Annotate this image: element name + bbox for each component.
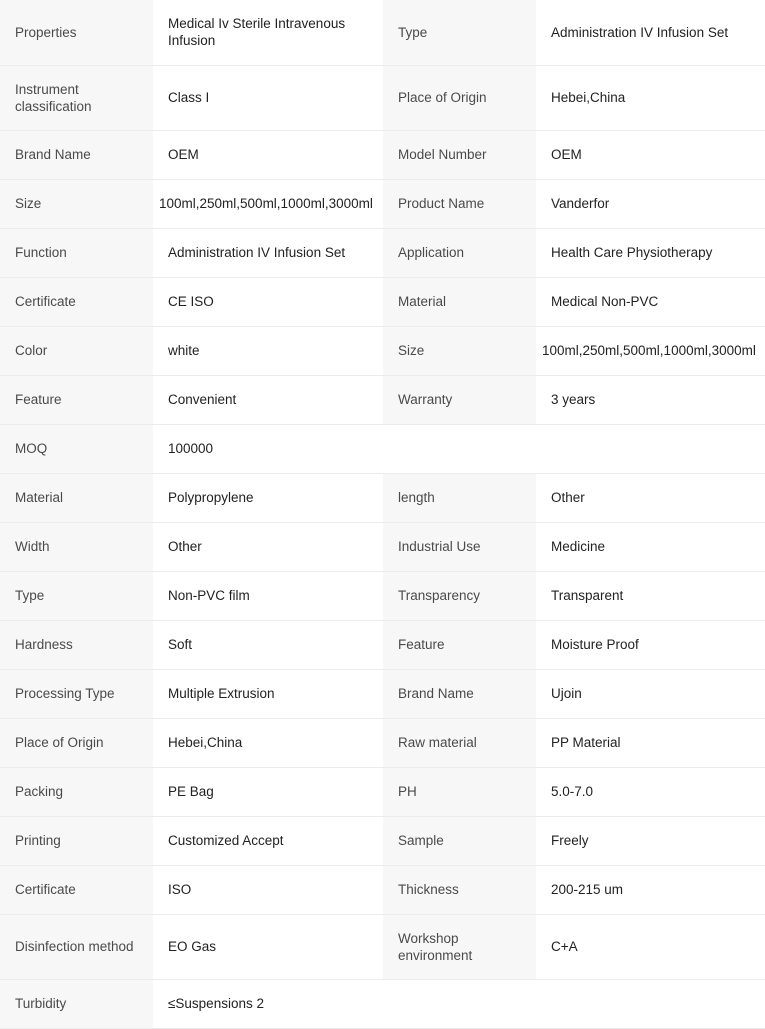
spec-value: Medical Iv Sterile Intravenous Infusion	[153, 0, 383, 65]
spec-value: Hebei,China	[153, 718, 383, 767]
spec-label: Type	[383, 0, 536, 65]
spec-value: 5.0-7.0	[536, 767, 765, 816]
spec-value: Customized Accept	[153, 816, 383, 865]
spec-value: white	[153, 326, 383, 375]
spec-label: Industrial Use	[383, 522, 536, 571]
spec-row	[0, 277, 765, 326]
spec-value: Administration IV Infusion Set	[153, 228, 383, 277]
spec-value: Convenient	[153, 375, 383, 424]
spec-label: Packing	[0, 767, 153, 816]
spec-value: Health Care Physiotherapy	[536, 228, 765, 277]
spec-value: Freely	[536, 816, 765, 865]
spec-label: Brand Name	[0, 130, 153, 179]
spec-row	[0, 522, 765, 571]
spec-value: PE Bag	[153, 767, 383, 816]
spec-row	[0, 865, 765, 914]
spec-label: Place of Origin	[0, 718, 153, 767]
spec-label: Product Name	[383, 179, 536, 228]
spec-row	[0, 767, 765, 816]
spec-value: Soft	[153, 620, 383, 669]
spec-value: ≤Suspensions 2	[153, 979, 383, 1028]
spec-label: Size	[383, 326, 536, 375]
empty-cell	[536, 424, 765, 473]
spec-label: Certificate	[0, 865, 153, 914]
spec-value: Ujoin	[536, 669, 765, 718]
spec-row	[0, 228, 765, 277]
spec-row	[0, 718, 765, 767]
spec-label: Processing Type	[0, 669, 153, 718]
spec-label: Sample	[383, 816, 536, 865]
spec-label: Model Number	[383, 130, 536, 179]
spec-label: Hardness	[0, 620, 153, 669]
spec-label: MOQ	[0, 424, 153, 473]
spec-value: C+A	[536, 914, 765, 979]
spec-value: CE ISO	[153, 277, 383, 326]
spec-value: Medical Non-PVC	[536, 277, 765, 326]
spec-value: Medicine	[536, 522, 765, 571]
spec-label: Brand Name	[383, 669, 536, 718]
spec-value: Moisture Proof	[536, 620, 765, 669]
spec-label: Properties	[0, 0, 153, 65]
spec-value: Vanderfor	[536, 179, 765, 228]
spec-value: Administration IV Infusion Set	[536, 0, 765, 65]
spec-label: Workshop environment	[383, 914, 536, 979]
spec-row	[0, 816, 765, 865]
spec-value: ISO	[153, 865, 383, 914]
spec-row	[0, 130, 765, 179]
spec-value: Polypropylene	[153, 473, 383, 522]
spec-value: PP Material	[536, 718, 765, 767]
spec-value: 3 years	[536, 375, 765, 424]
spec-label: Type	[0, 571, 153, 620]
spec-label: Place of Origin	[383, 65, 536, 130]
spec-label: Width	[0, 522, 153, 571]
spec-value: 100000	[153, 424, 383, 473]
spec-label: Instrument classification	[0, 65, 153, 130]
spec-row	[0, 375, 765, 424]
spec-label: Disinfection method	[0, 914, 153, 979]
spec-label: Transparency	[383, 571, 536, 620]
spec-row	[0, 326, 765, 375]
spec-label: Function	[0, 228, 153, 277]
spec-label: Size	[0, 179, 153, 228]
spec-label: Turbidity	[0, 979, 153, 1028]
spec-value: Multiple Extrusion	[153, 669, 383, 718]
spec-value: 200-215 um	[536, 865, 765, 914]
empty-cell	[536, 979, 765, 1028]
spec-value: OEM	[153, 130, 383, 179]
spec-row	[0, 669, 765, 718]
spec-label: PH	[383, 767, 536, 816]
spec-label: Material	[0, 473, 153, 522]
spec-row	[0, 179, 765, 228]
spec-value: Non-PVC film	[153, 571, 383, 620]
spec-row	[0, 424, 765, 473]
spec-value: Other	[536, 473, 765, 522]
spec-row	[0, 571, 765, 620]
spec-row	[0, 473, 765, 522]
spec-row	[0, 65, 765, 130]
empty-cell	[383, 979, 536, 1028]
spec-value: Other	[153, 522, 383, 571]
spec-row	[0, 0, 765, 65]
spec-label: Thickness	[383, 865, 536, 914]
spec-label: Application	[383, 228, 536, 277]
spec-value: OEM	[536, 130, 765, 179]
spec-label: Warranty	[383, 375, 536, 424]
spec-value: Hebei,China	[536, 65, 765, 130]
empty-cell	[383, 424, 536, 473]
spec-label: Feature	[383, 620, 536, 669]
spec-row	[0, 620, 765, 669]
spec-label: Certificate	[0, 277, 153, 326]
spec-row	[0, 979, 765, 1028]
spec-value: Class I	[153, 65, 383, 130]
spec-label: Raw material	[383, 718, 536, 767]
spec-label: Feature	[0, 375, 153, 424]
spec-value: 100ml,250ml,500ml,1000ml,3000ml	[153, 179, 383, 228]
spec-label: Material	[383, 277, 536, 326]
spec-value: EO Gas	[153, 914, 383, 979]
spec-row	[0, 914, 765, 979]
spec-label: Printing	[0, 816, 153, 865]
spec-value: Transparent	[536, 571, 765, 620]
spec-value: 100ml,250ml,500ml,1000ml,3000ml	[536, 326, 765, 375]
spec-label: length	[383, 473, 536, 522]
spec-label: Color	[0, 326, 153, 375]
